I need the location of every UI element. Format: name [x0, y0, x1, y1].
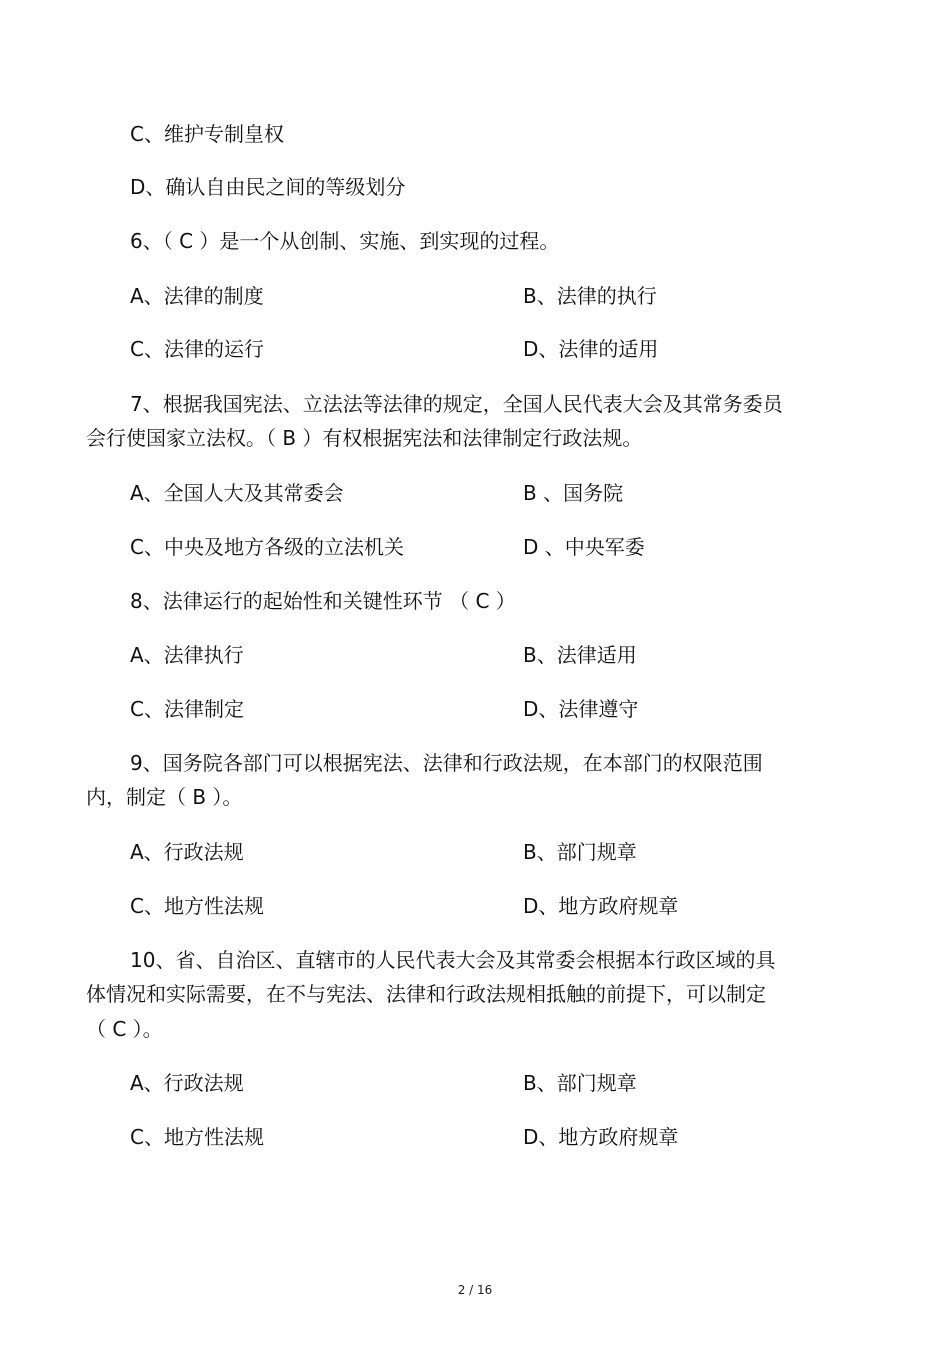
question-10-line2: 体情况和实际需要，在不与宪法、法律和行政法规相抵触的前提下，可以制定 — [86, 982, 766, 1006]
question-9-line2: 内，制定（ B ）。 — [86, 785, 243, 809]
option-a-q8: A、法律执行 — [130, 643, 244, 667]
option-d-q5: D、确认自由民之间的等级划分 — [130, 175, 406, 199]
question-7-line1: 7、根据我国宪法、立法法等法律的规定，全国人民代表大会及其常务委员 — [130, 392, 783, 416]
page-number: 2 / 16 — [457, 1283, 493, 1297]
option-b-q7: B 、国务院 — [523, 481, 624, 505]
question-7-line2: 会行使国家立法权。（ B ）有权根据宪法和法律制定行政法规。 — [86, 426, 643, 450]
option-c-q6: C、法律的运行 — [130, 337, 264, 361]
option-b-q9: B、部门规章 — [523, 840, 637, 864]
option-c-q8: C、法律制定 — [130, 697, 244, 721]
option-b-q8: B、法律适用 — [523, 643, 637, 667]
option-d-q9: D、地方政府规章 — [523, 894, 679, 918]
option-b-q6: B、法律的执行 — [523, 284, 657, 308]
question-10-line3: （ C ）。 — [86, 1017, 163, 1041]
option-b-q10: B、部门规章 — [523, 1071, 637, 1095]
option-c-q7: C、中央及地方各级的立法机关 — [130, 535, 404, 559]
option-d-q7: D 、中央军委 — [523, 535, 645, 559]
option-d-q10: D、地方政府规章 — [523, 1125, 679, 1149]
option-c-q10: C、地方性法规 — [130, 1125, 264, 1149]
option-a-q7: A、全国人大及其常委会 — [130, 481, 344, 505]
question-8: 8、法律运行的起始性和关键性环节 （ C ） — [130, 589, 516, 613]
option-a-q10: A、行政法规 — [130, 1071, 244, 1095]
option-d-q8: D、法律遵守 — [523, 697, 639, 721]
option-a-q9: A、行政法规 — [130, 840, 244, 864]
option-c-q5: C、维护专制皇权 — [130, 122, 284, 146]
option-d-q6: D、法律的适用 — [523, 337, 659, 361]
question-9-line1: 9、国务院各部门可以根据宪法、法律和行政法规，在本部门的权限范围 — [130, 751, 763, 775]
option-a-q6: A、法律的制度 — [130, 284, 264, 308]
question-10-line1: 10、省、自治区、直辖市的人民代表大会及其常委会根据本行政区域的具 — [130, 948, 776, 972]
question-6: 6、（ C ）是一个从创制、实施、到实现的过程。 — [130, 229, 560, 253]
option-c-q9: C、地方性法规 — [130, 894, 264, 918]
